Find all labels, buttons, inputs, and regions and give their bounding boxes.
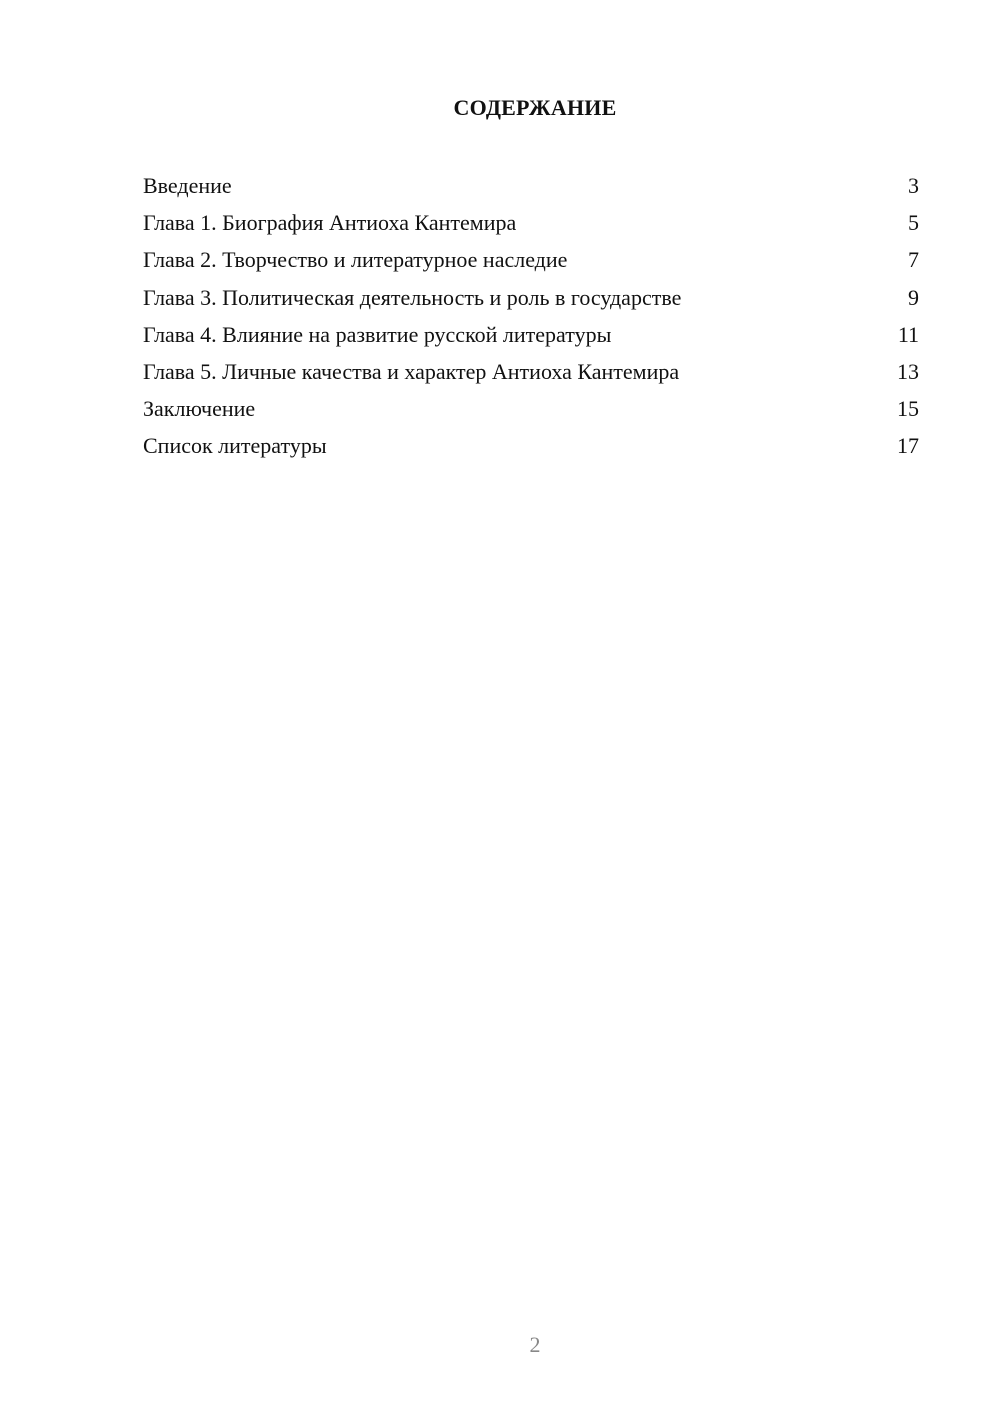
table-of-contents [143,167,919,465]
toc-entry-page: 9 [908,284,919,310]
toc-entry-chapter-4 [143,316,919,353]
toc-entry-page: 11 [897,321,919,347]
toc-entry-label: Глава 2. Творчество и литературное наследие [143,247,568,273]
toc-entry-label: Заключение [143,396,256,422]
toc-entry-page: 17 [897,433,919,459]
toc-entry-page: 3 [908,173,919,198]
toc-entry-label: Глава 4. Влияние на развитие русской литературы [143,321,612,347]
toc-entry-bibliography [143,427,919,464]
page-title: СОДЕРЖАНИЕ [453,95,617,120]
toc-entry-chapter-3 [143,279,919,316]
toc-entry-page: 7 [908,247,919,273]
toc-entry-page: 15 [897,396,919,422]
toc-entry-page: 13 [897,358,919,384]
toc-entry-label: Глава 1. Биография Антиоха Кантемира [143,210,517,236]
toc-entry-chapter-5 [143,353,919,390]
toc-entry-label: Введение [143,173,232,198]
toc-entry-chapter-2 [143,241,919,278]
toc-entry-label: Глава 3. Политическая деятельность и роль в государстве [143,284,682,310]
toc-entry-conclusion [143,390,919,427]
toc-entry-page: 5 [908,210,919,236]
toc-entry-label: Глава 5. Личные качества и характер Антиоха Кантемира [143,358,680,384]
page-number: 2 [529,1332,541,1357]
toc-entry-introduction [143,167,919,204]
toc-entry-label: Список литературы [143,433,327,459]
toc-entry-chapter-1 [143,204,919,241]
